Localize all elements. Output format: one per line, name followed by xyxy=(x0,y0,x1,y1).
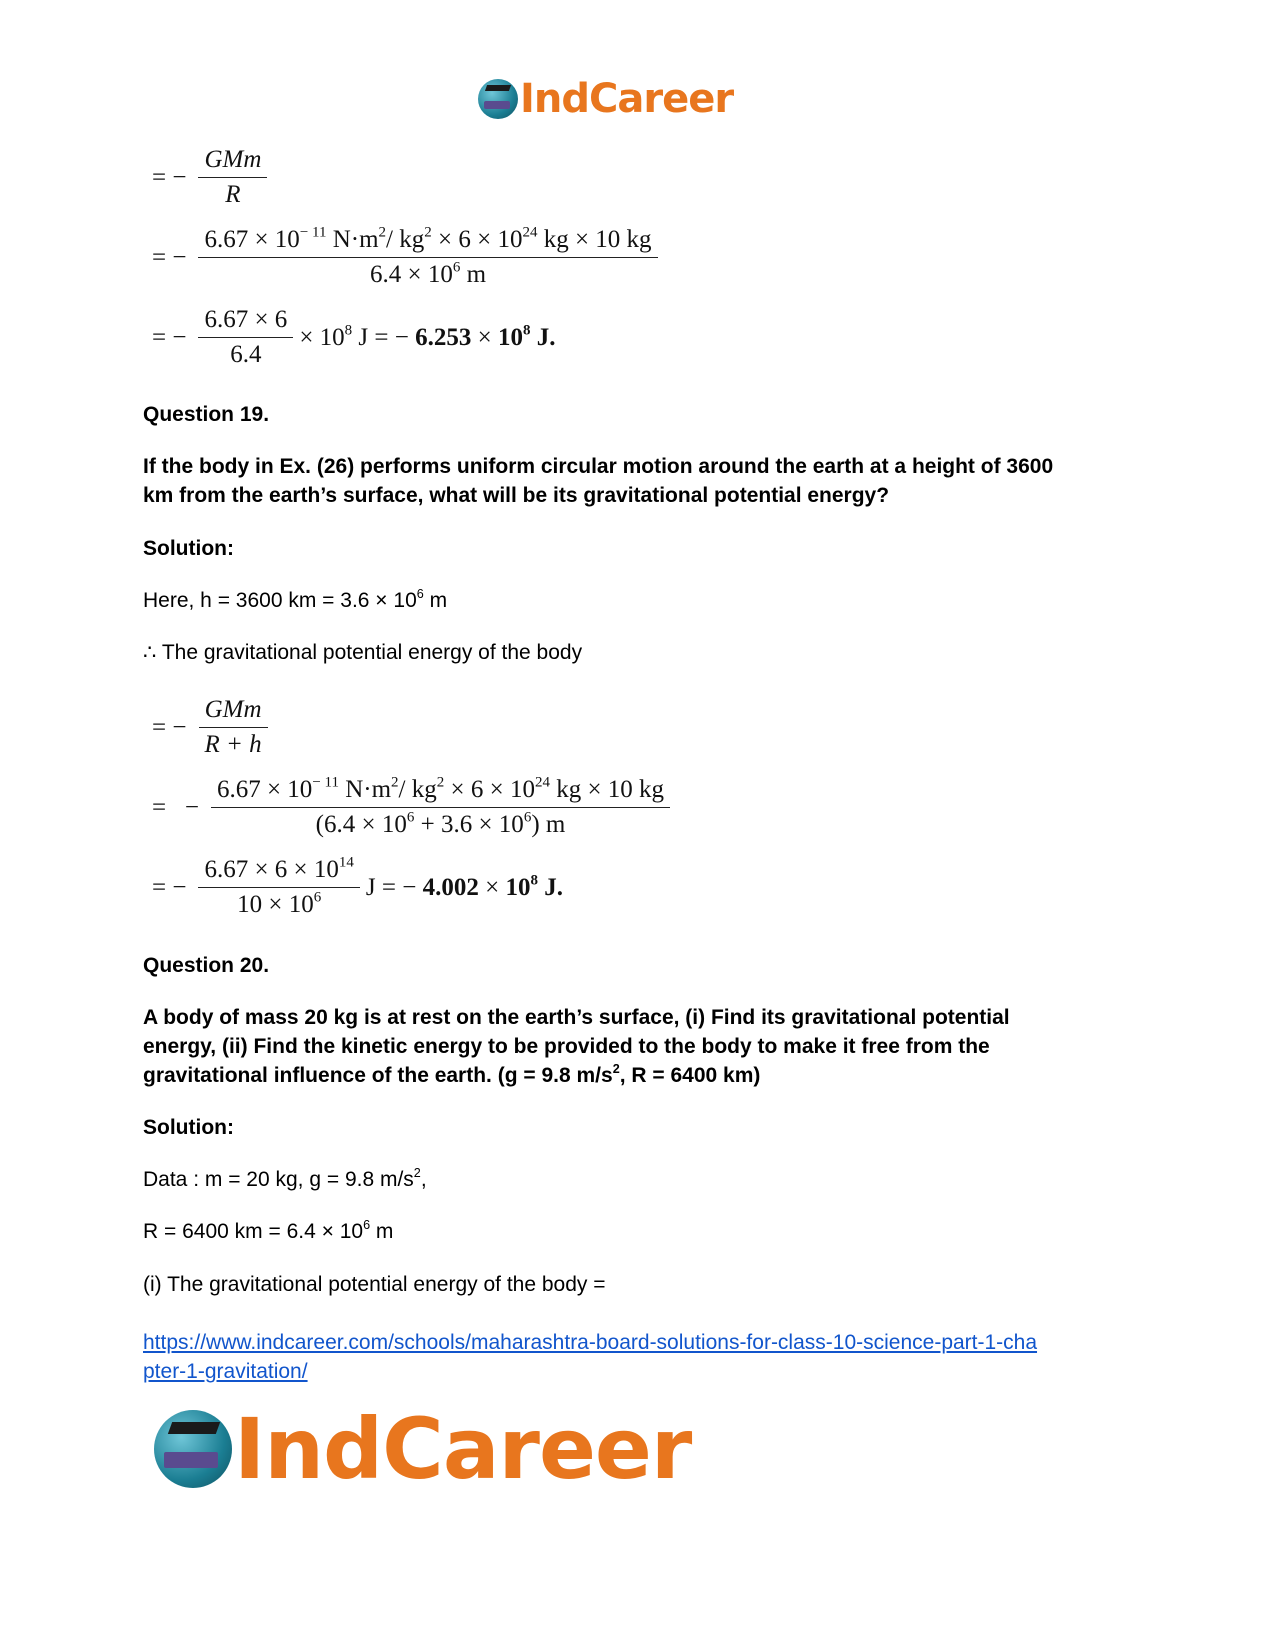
brand-name: IndCareer xyxy=(520,76,734,122)
gpe-statement: (i) The gravitational potential energy of the body = xyxy=(143,1273,606,1296)
radius-given: R = 6400 km = $6.4 \times 10^6$ m xyxy=(143,1218,394,1243)
height-given: Here, h = 3600 km = $3.6 \times 10^6$ m xyxy=(143,587,448,612)
fraction: $\frac{6.67 \times 10^{- 11} N\cdot m^2/ kg^2 \times 6 \times 10^{24} kg \times 10 kg}{6.4 \times 10^6 m}$ xyxy=(198,226,657,289)
fraction: $\frac{6.67 \times 6 \times 10^{14}}{10 \times 10^6}$ xyxy=(198,856,359,919)
equation-result: J = − $4.002 \times 10^8$ J. xyxy=(365,872,563,901)
source-link-line-1[interactable]: https://www.indcareer.com/schools/maharashtra-board-solutions-for-class-10-science-part-1-cha xyxy=(143,1331,1038,1354)
fraction: $\frac{6.67 \times 10^{- 11} N\cdot m^2/ kg^2 \times 6 \times 10^{24} kg \times 10 kg}{(6.4 \times 10^6 + 3.6 \times 10^6) m}$ xyxy=(211,776,670,839)
header-logo xyxy=(478,76,733,122)
equation-line: = − $\frac{6.67 \times 6}{6.4}$ × $10^8$ J = − $6.253 \times 10^8$ J. xyxy=(152,306,556,368)
equation-line: = − $\frac{6.67 \times 6 \times 10^{14}}{10 \times 10^6}$ J = − $4.002 \times 10^8$ J. xyxy=(152,854,563,918)
graduation-cap-globe-icon xyxy=(154,1410,232,1488)
question-19-body: If the body in Ex. (26) performs uniform circular motion around the earth at a height of 3600 km from the earth’s surface, what will be its gravitational potential energy? xyxy=(143,455,1054,507)
fraction: $\frac{\text{GMm}}{R + h}$ xyxy=(198,696,267,759)
question-20-body: A body of mass 20 kg is at rest on the earth’s surface, (i) Find its gravitational potential energy, (ii) Find the kinetic energy to be provided to the body to make it free from the gravitational influence of the earth. (g = 9.8 $m/s^2$, R = 6400 km) xyxy=(143,1006,1010,1087)
equation-line: = − $\frac{6.67 \times 10^{- 11} N\cdot m^2/ kg^2 \times 6 \times 10^{24} kg \times 10 kg}{(6.4 \times 10^6 + 3.6 \times 10^6) m}$ xyxy=(152,776,676,839)
gpe-statement: ∴ The gravitational potential energy of the body xyxy=(143,641,583,664)
equation-line: = − $\frac{6.67 \times 10^{- 11} N\cdot m^2/ kg^2 \times 6 \times 10^{24} kg \times 10 kg}{6.4 \times 10^6 m}$ xyxy=(152,226,664,289)
solution-label: Solution: xyxy=(143,1116,234,1139)
equation-line: = − $\frac{\text{GMm}}{R + h}$ xyxy=(152,696,274,759)
source-link[interactable] xyxy=(143,1328,1037,1386)
solution-label: Solution: xyxy=(143,537,234,560)
question-19-title: Question 19. xyxy=(143,403,270,426)
brand-name: IndCareer xyxy=(234,1400,692,1498)
data-given: Data : m = 20 kg, g = 9.8 $m/s^2$, xyxy=(143,1166,427,1191)
question-20-title: Question 20. xyxy=(143,954,270,977)
fraction: $\frac{\text{GMm}}{R}$ xyxy=(198,146,267,209)
equation-result: × $10^8$ J = − $6.253 \times 10^8$ J. xyxy=(299,322,556,351)
source-link-line-2[interactable]: pter-1-gravitation/ xyxy=(143,1360,308,1383)
footer-logo xyxy=(154,1400,691,1498)
graduation-cap-globe-icon xyxy=(478,79,518,119)
equation-line: = − $\frac{\text{GMm}}{R}$ xyxy=(152,146,273,209)
fraction: $\frac{6.67 \times 6}{6.4}$ xyxy=(198,306,293,369)
